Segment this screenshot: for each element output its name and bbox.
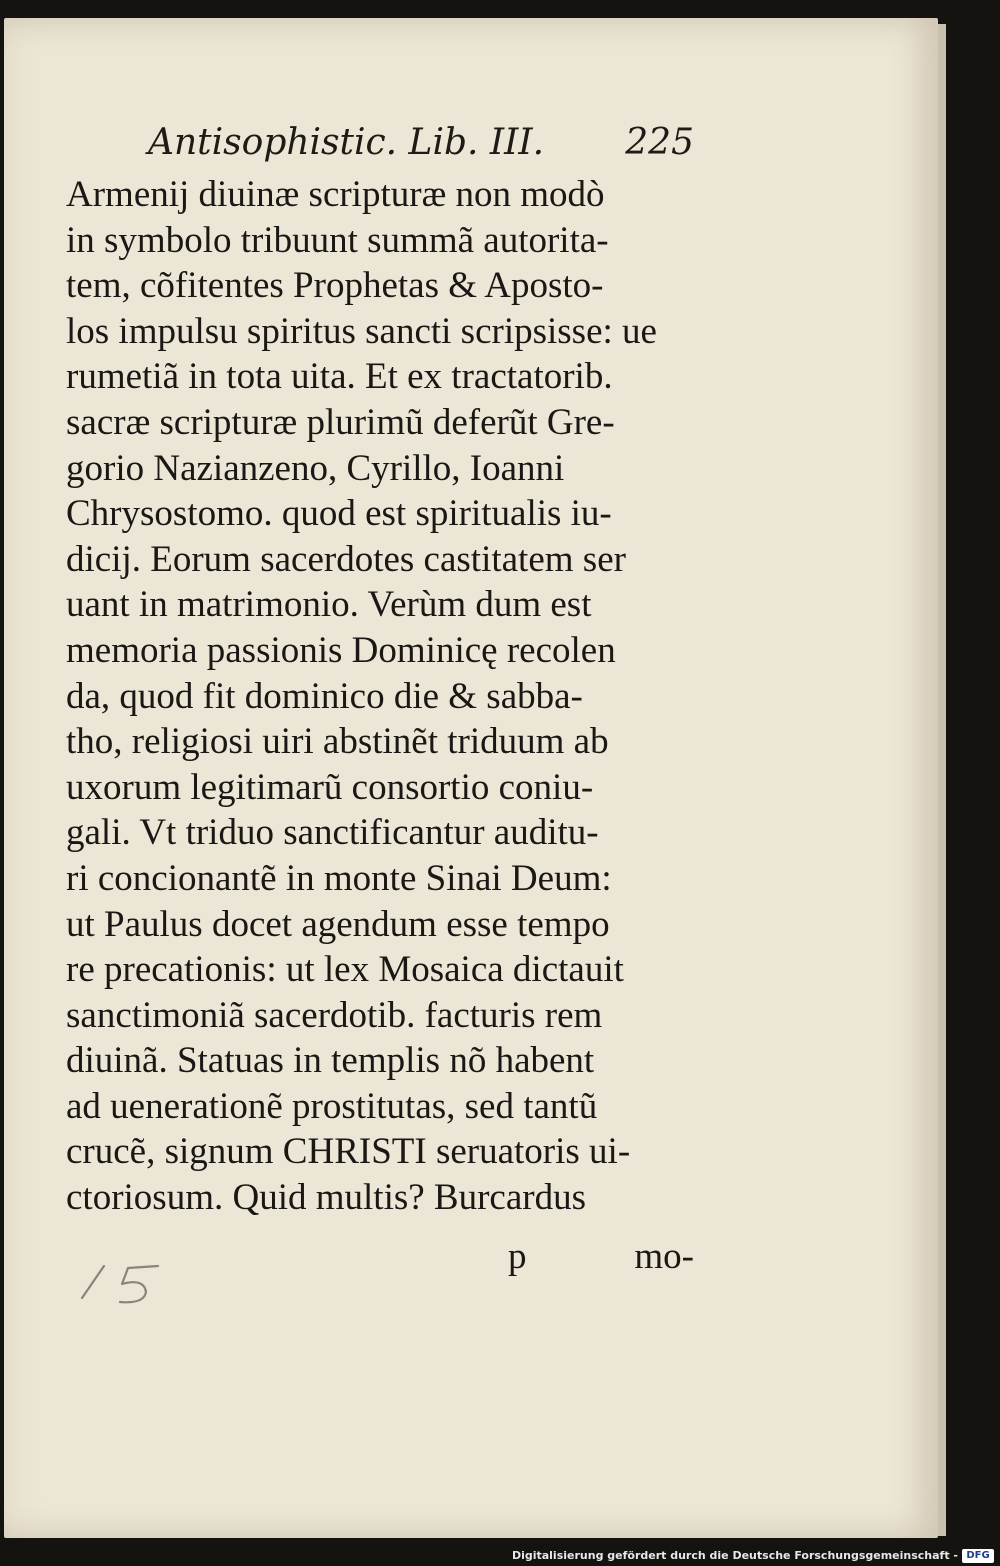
text-line: rumetiã in tota uita. Et ex tractatorib. <box>66 356 613 398</box>
text-line: ri concionantẽ in monte Sinai Deum: <box>66 857 612 899</box>
text-line: memoria passionis Dominicę recolen <box>66 629 616 671</box>
text-line: sacræ scripturæ plurimũ deferũt Gre- <box>66 401 615 443</box>
text-line: re precationis: ut lex Mosaica dictauit <box>66 949 624 991</box>
text-line: Armenij diuinæ scripturæ non modò <box>66 174 605 215</box>
text-line: sanctimoniã sacerdotib. facturis rem <box>66 994 603 1036</box>
text-line: ad uenerationẽ prostitutas, sed tantũ <box>66 1085 598 1127</box>
text-line: los impulsu spiritus sancti scripsisse: ue <box>66 310 657 352</box>
text-line: Chrysostomo. quod est spiritualis iu- <box>66 493 612 535</box>
text-line: in symbolo tribuunt summã autorita- <box>66 219 609 261</box>
text-line: tem, cõfitentes Prophetas & Aposto- <box>66 265 604 307</box>
funding-credit: Digitalisierung gefördert durch die Deutsche Forschungsgemeinschaft - <box>511 1549 958 1562</box>
handwritten-page-mark <box>70 1258 170 1308</box>
text-line: ut Paulus docet agendum esse tempo <box>66 903 610 945</box>
page-number: 225 <box>625 122 694 163</box>
body-text <box>66 172 694 1221</box>
text-line: gorio Nazianzeno, Cyrillo, Ioanni <box>66 447 565 489</box>
text-line: da, quod fit dominico die & sabba- <box>66 675 583 717</box>
text-line: tho, religiosi uiri abstinẽt triduum ab <box>66 721 609 763</box>
text-line: ctoriosum. Quid multis? Burcardus <box>66 1177 586 1219</box>
running-head <box>148 122 694 172</box>
text-line: gali. Vt triduo sanctificantur auditu- <box>66 812 599 854</box>
dfg-logo: DFG <box>962 1549 994 1563</box>
text-line: uant in matrimonio. Verùm dum est <box>66 584 592 626</box>
text-line: dicij. Eorum sacerdotes castitatem ser <box>66 538 626 580</box>
text-line: uxorum legitimarũ consortio coniu- <box>66 766 594 808</box>
page-edge <box>938 24 946 1536</box>
text-line: crucẽ, signum CHRISTI seruatoris ui- <box>66 1131 631 1173</box>
catchword: mo- <box>634 1236 694 1277</box>
running-title: Antisophistic. Lib. III. <box>148 122 545 163</box>
text-line: diuinã. Statuas in templis nõ habent <box>66 1040 595 1082</box>
signature-mark: p <box>508 1236 527 1277</box>
